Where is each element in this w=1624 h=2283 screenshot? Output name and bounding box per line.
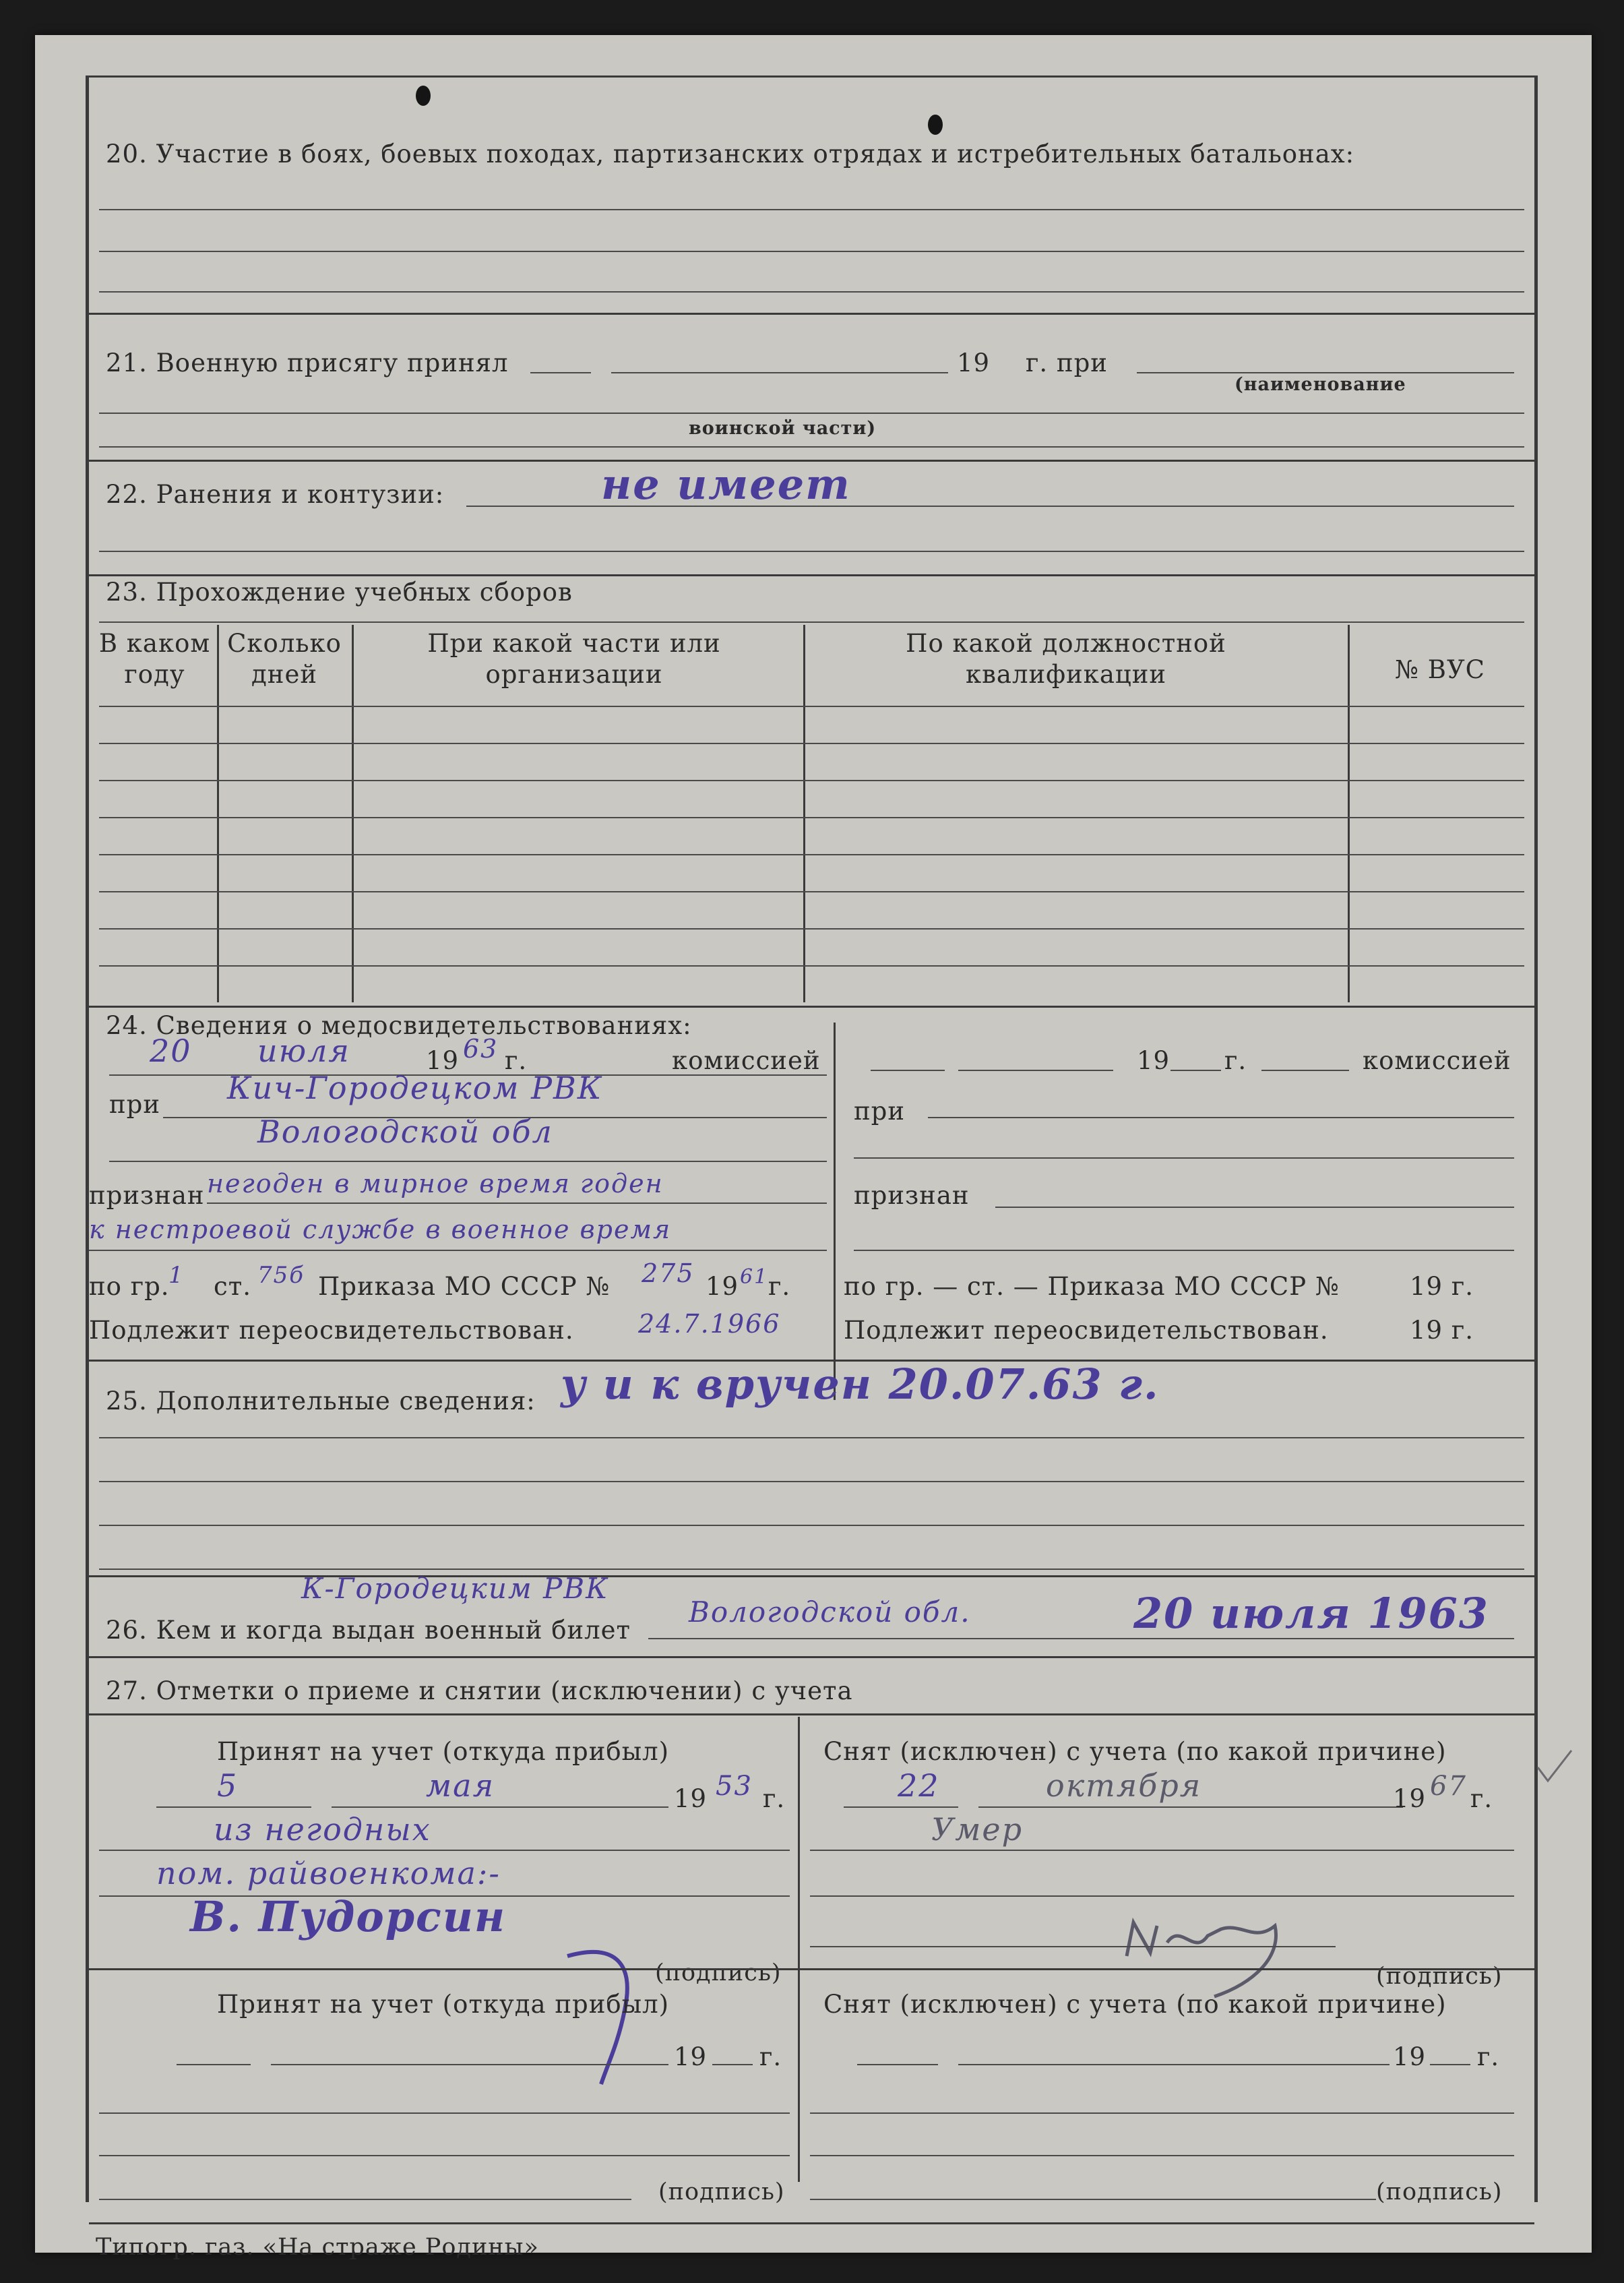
s27-accepted-title-2: Принят на учет (откуда прибыл)	[217, 1990, 670, 2019]
s24-right-priznan: признан	[854, 1181, 970, 1210]
s25-value: у и к вручен 20.07.63 г.	[561, 1360, 1160, 1409]
s27-acc2-g: г.	[759, 2042, 782, 2071]
s24-left-gr-label: по гр.	[89, 1272, 170, 1301]
s24-left-priznan-value2: к нестроевой службе в военное время	[89, 1215, 672, 1244]
s27-acc2-podpis: (подпись)	[658, 2179, 785, 2205]
s27-acc1-note: пом. райвоенкома:-	[156, 1855, 501, 1891]
s27-rem1-podpis: (подпись)	[1376, 1963, 1503, 1990]
s23-header-unit: При какой части или организации	[427, 629, 721, 689]
s24-left-reexam-label: Подлежит переосвидетельствован.	[89, 1316, 574, 1345]
s24-left-commission: комиссией	[672, 1046, 821, 1075]
s24-left-order: 275	[642, 1258, 695, 1288]
s26-label: 26. Кем и когда выдан военный билет	[106, 1616, 631, 1645]
s23-header-qual: По какой должностной квалификации	[906, 629, 1226, 689]
s27-acc1-from: из негодных	[214, 1811, 431, 1848]
s24-left-year: 63	[463, 1034, 499, 1064]
s24-left-priznan-value1: негоден в мирное время годен	[207, 1169, 664, 1198]
s24-right-g: г.	[1224, 1046, 1247, 1075]
s27-acc1-sign: В. Пудорсин	[190, 1892, 507, 1941]
s24-right-reexam-label: Подлежит переосвидетельствован.	[844, 1316, 1329, 1345]
s27-rem2-year-prefix: 19	[1393, 2042, 1427, 2071]
s24-left-order-label: Приказа МО СССР №	[318, 1272, 611, 1301]
s24-left-g: г.	[505, 1046, 528, 1075]
s27-rem1-year-prefix: 19	[1393, 1784, 1427, 1813]
s27-acc1-month: мая	[426, 1767, 495, 1804]
s24-left-order-g: г.	[768, 1272, 791, 1301]
s24-right-pri: при	[854, 1097, 906, 1126]
s26-value3: 20 июля 1963	[1133, 1589, 1489, 1638]
s24-left-st: 75б	[257, 1262, 305, 1289]
s27-accepted-title-1: Принят на учет (откуда прибыл)	[217, 1737, 670, 1766]
printer-footer: Типогр. газ. «На страже Родины»	[96, 2234, 539, 2261]
s27-removed-title-2: Снят (исключен) с учета (по какой причине)	[823, 1990, 1447, 2019]
s24-left-day: 20	[150, 1033, 192, 1069]
s27-acc1-day: 5	[217, 1767, 239, 1804]
s26-value1: К-Городецким РВК	[301, 1572, 609, 1605]
s27-rem1-month: октября	[1046, 1767, 1202, 1804]
s24-right-gr-line: по гр. — ст. — Приказа МО СССР №	[844, 1272, 1340, 1301]
s23-header-days: Сколько дней	[227, 629, 342, 689]
s27-rem2-g: г.	[1477, 2042, 1500, 2071]
s24-left-gr: 1	[168, 1262, 185, 1289]
s24-left-pri-value1: Кич-Городецком РВК	[227, 1070, 603, 1106]
s24-right-commission: комиссией	[1363, 1046, 1511, 1075]
s27-acc1-podpis: (подпись)	[655, 1959, 782, 1986]
s27-rem1-day: 22	[898, 1767, 940, 1804]
form-frame	[86, 75, 1538, 2205]
s25-label: 25. Дополнительные сведения:	[106, 1387, 536, 1416]
s24-left-pri: при	[109, 1090, 161, 1119]
s24-label: 24. Сведения о медосвидетельствованиях:	[106, 1011, 692, 1040]
s24-left-month: июля	[257, 1033, 350, 1069]
s26-value2: Вологодской обл.	[689, 1595, 971, 1628]
s27-rem2-podpis: (подпись)	[1376, 2179, 1503, 2205]
s24-left-reexam: 24.7.1966	[638, 1309, 781, 1339]
s27-removed-title-1: Снят (исключен) с учета (по какой причине)	[823, 1737, 1447, 1766]
s24-left-year-prefix: 19	[426, 1046, 460, 1075]
s27-rem1-reason: Умер	[931, 1811, 1024, 1848]
s21-note2: воинской части)	[689, 418, 877, 439]
s24-left-st-label: ст.	[214, 1272, 251, 1301]
s27-acc1-g: г.	[763, 1784, 786, 1813]
s24-right-year-prefix: 19	[1137, 1046, 1170, 1075]
s23-header-year: В каком году	[98, 629, 211, 689]
s23-header-vus: № ВУС	[1394, 655, 1485, 684]
s21-year-prefix: 19	[957, 348, 991, 377]
s21-g-pri: г. при	[1026, 348, 1108, 377]
s23-label: 23. Прохождение учебных сборов	[106, 578, 573, 607]
s24-left-order-year: 61	[740, 1265, 769, 1289]
s21-note1: (наименование	[1235, 374, 1406, 395]
s27-rem1-g: г.	[1470, 1784, 1493, 1813]
s21-label: 21. Военную присягу принял	[106, 348, 509, 377]
s24-right-reexam-year: 19 г.	[1410, 1316, 1474, 1345]
s27-acc1-year: 53	[716, 1771, 753, 1802]
s24-left-order-year-prefix: 19	[706, 1272, 739, 1301]
s24-left-priznan: признан	[89, 1181, 205, 1210]
s22-value: не имеет	[601, 460, 851, 509]
s22-label: 22. Ранения и контузии:	[106, 480, 445, 509]
s27-label: 27. Отметки о приеме и снятии (исключении) с учета	[106, 1676, 853, 1705]
s27-acc2-year-prefix: 19	[674, 2042, 708, 2071]
document-sheet	[35, 35, 1592, 2261]
s27-rem1-year: 67	[1430, 1771, 1467, 1802]
s24-left-pri-value2: Вологодской обл	[257, 1114, 553, 1150]
s24-right-gr-year: 19 г.	[1410, 1272, 1474, 1301]
check-mark	[1534, 1747, 1575, 1790]
s27-acc1-year-prefix: 19	[674, 1784, 708, 1813]
s20-label: 20. Участие в боях, боевых походах, партизанских отрядах и истребительных батальонах:	[106, 140, 1355, 169]
